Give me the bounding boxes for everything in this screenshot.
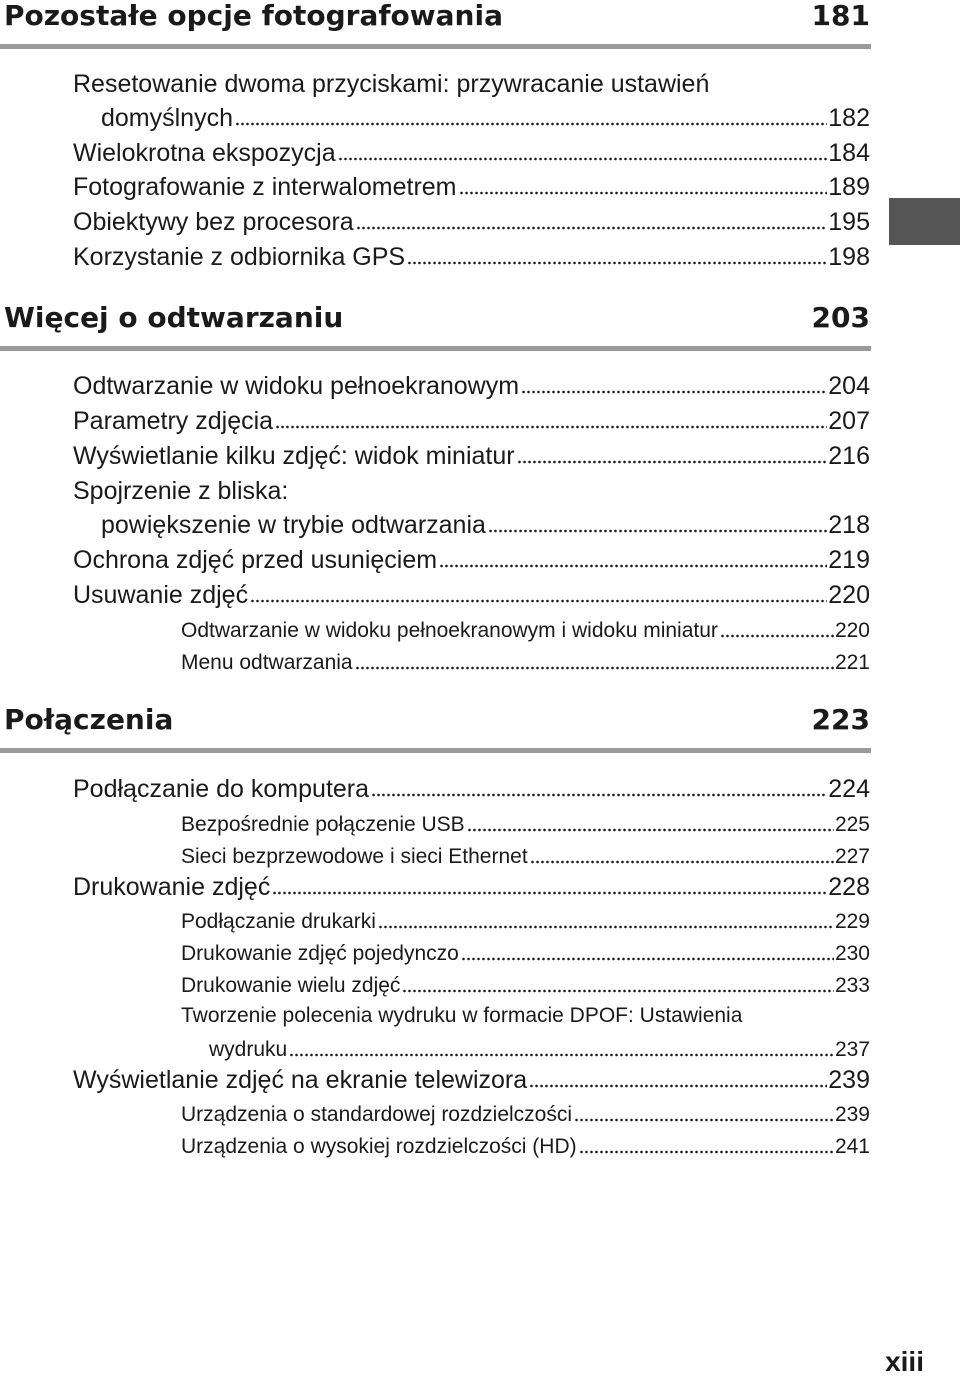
toc-subentry[interactable] <box>181 810 870 840</box>
dot-leader <box>439 561 827 571</box>
toc-subentry[interactable] <box>181 648 870 678</box>
dot-leader <box>355 663 834 673</box>
toc-entry-page: 184 <box>828 139 870 167</box>
toc-entry-label: Urządzenia o standardowej rozdzielczości <box>181 1103 573 1126</box>
page-number: xiii <box>885 1346 924 1377</box>
dot-leader <box>720 631 834 641</box>
section-title: Pozostałe opcje fotografowania <box>4 0 503 32</box>
section-heading <box>0 298 870 338</box>
dot-leader <box>517 457 828 467</box>
toc-entry-page: 195 <box>828 208 870 236</box>
toc-entry-page: 204 <box>828 372 870 400</box>
toc-entry[interactable] <box>73 1063 870 1097</box>
dot-leader <box>574 1115 834 1125</box>
toc-subentry[interactable] <box>181 971 870 1001</box>
dot-leader <box>530 857 834 867</box>
dot-leader <box>488 526 827 536</box>
dot-leader <box>521 387 827 397</box>
toc-entry-page: 220 <box>828 581 870 609</box>
toc-entry-page: 237 <box>834 1038 870 1061</box>
toc-entry[interactable] <box>73 170 870 204</box>
toc-subentry[interactable] <box>181 842 870 872</box>
section-divider <box>0 748 871 753</box>
toc-entry-page: 182 <box>828 104 870 132</box>
toc-entry[interactable] <box>73 439 870 473</box>
dot-leader <box>275 422 827 432</box>
chapter-tab-marker <box>889 198 960 245</box>
dot-leader <box>289 1050 834 1060</box>
toc-entry-label: Wyświetlanie kilku zdjęć: widok miniatur <box>73 442 515 470</box>
toc-entry-page: 216 <box>828 442 870 470</box>
dot-leader <box>338 154 828 164</box>
section-page: 203 <box>811 301 870 334</box>
toc-entry-label: Odtwarzanie w widoku pełnoekranowym <box>73 372 520 400</box>
dot-leader <box>250 596 827 606</box>
toc-entry-page: 239 <box>834 1103 870 1126</box>
toc-entry-label: Bezpośrednie połączenie USB <box>181 813 465 836</box>
section-divider <box>0 44 871 49</box>
toc-entry[interactable] <box>73 136 870 170</box>
dot-leader <box>529 1081 827 1091</box>
dot-leader <box>378 922 834 932</box>
dot-leader <box>579 1147 834 1157</box>
section-title: Więcej o odtwarzaniu <box>4 301 344 334</box>
toc-entry[interactable] <box>73 369 870 403</box>
toc-entry[interactable] <box>101 508 870 542</box>
toc-entry-page: 241 <box>834 1135 870 1158</box>
toc-entry-page: 189 <box>828 173 870 201</box>
toc-entry-first-line: Tworzenie polecenia wydruku w formacie DPOF: Ustawienia <box>181 1004 743 1027</box>
dot-leader <box>461 954 834 964</box>
toc-entry-page: 207 <box>828 407 870 435</box>
toc-entry[interactable] <box>73 404 870 438</box>
dot-leader <box>356 223 828 233</box>
toc-entry-page: 221 <box>834 651 870 674</box>
toc-entry-first-line: Resetowanie dwoma przyciskami: przywracanie ustawień <box>73 70 710 98</box>
dot-leader <box>467 825 834 835</box>
toc-subentry[interactable] <box>181 907 870 937</box>
toc-entry-label: Drukowanie zdjęć <box>73 873 271 901</box>
toc-entry-label: Drukowanie zdjęć pojedynczo <box>181 942 459 965</box>
toc-entry-page: 229 <box>834 910 870 933</box>
toc-entry-label: Urządzenia o wysokiej rozdzielczości (HD) <box>181 1135 577 1158</box>
toc-entry[interactable] <box>101 101 870 135</box>
dot-leader <box>371 790 827 800</box>
toc-entry-label: Wyświetlanie zdjęć na ekranie telewizora <box>73 1066 528 1094</box>
toc-entry-page: 228 <box>828 873 870 901</box>
toc-entry-label: Usuwanie zdjęć <box>73 581 249 609</box>
toc-entry-page: 224 <box>828 775 870 803</box>
toc-entry-page: 218 <box>828 511 870 539</box>
toc-entry-label: Podłączanie do komputera <box>73 775 370 803</box>
dot-leader <box>235 119 827 129</box>
dot-leader <box>459 188 828 198</box>
dot-leader <box>407 258 827 268</box>
toc-entry-page: 198 <box>828 243 870 271</box>
toc-entry-page: 219 <box>828 546 870 574</box>
section-title: Połączenia <box>4 703 174 736</box>
toc-entry-label: powiększenie w trybie odtwarzania <box>101 511 486 539</box>
toc-entry[interactable] <box>73 543 870 577</box>
section-page: 223 <box>811 703 870 736</box>
section-heading <box>0 0 870 36</box>
toc-entry[interactable] <box>73 870 870 904</box>
toc-entry-label: wydruku <box>209 1038 288 1061</box>
toc-entry-page: 230 <box>834 942 870 965</box>
toc-subentry[interactable] <box>181 616 870 646</box>
toc-entry[interactable] <box>73 772 870 806</box>
toc-entry-label: Parametry zdjęcia <box>73 407 274 435</box>
toc-entry[interactable] <box>73 240 870 274</box>
toc-entry-label: Ochrona zdjęć przed usunięciem <box>73 546 438 574</box>
toc-entry-first-line: Spojrzenie z bliska: <box>73 477 289 505</box>
toc-entry[interactable] <box>73 205 870 239</box>
toc-entry-label: Menu odtwarzania <box>181 651 353 674</box>
toc-entry-label: Fotografowanie z interwalometrem <box>73 173 457 201</box>
toc-entry-page: 233 <box>834 974 870 997</box>
toc-subentry[interactable] <box>209 1035 870 1065</box>
toc-entry-label: Podłączanie drukarki <box>181 910 376 933</box>
toc-entry-label: Wielokrotna ekspozycja <box>73 139 336 167</box>
section-heading <box>0 700 870 740</box>
toc-entry-page: 225 <box>834 813 870 836</box>
dot-leader <box>402 986 834 996</box>
toc-entry-page: 220 <box>834 619 870 642</box>
section-divider <box>0 346 871 351</box>
toc-entry-label: Obiektywy bez procesora <box>73 208 354 236</box>
toc-entry-label: Sieci bezprzewodowe i sieci Ethernet <box>181 845 528 868</box>
toc-entry-label: Korzystanie z odbiornika GPS <box>73 243 406 271</box>
toc-entry-label: Drukowanie wielu zdjęć <box>181 974 401 997</box>
toc-entry-page: 227 <box>834 845 870 868</box>
section-page: 181 <box>811 0 870 32</box>
toc-entry-page: 239 <box>828 1066 870 1094</box>
toc-entry[interactable] <box>73 578 870 612</box>
toc-entry-label: domyślnych <box>101 104 233 132</box>
toc-subentry[interactable] <box>181 1100 870 1130</box>
dot-leader <box>272 888 827 898</box>
toc-entry-label: Odtwarzanie w widoku pełnoekranowym i widoku miniatur <box>181 619 718 642</box>
toc-subentry[interactable] <box>181 939 870 969</box>
toc-subentry[interactable] <box>181 1132 870 1162</box>
